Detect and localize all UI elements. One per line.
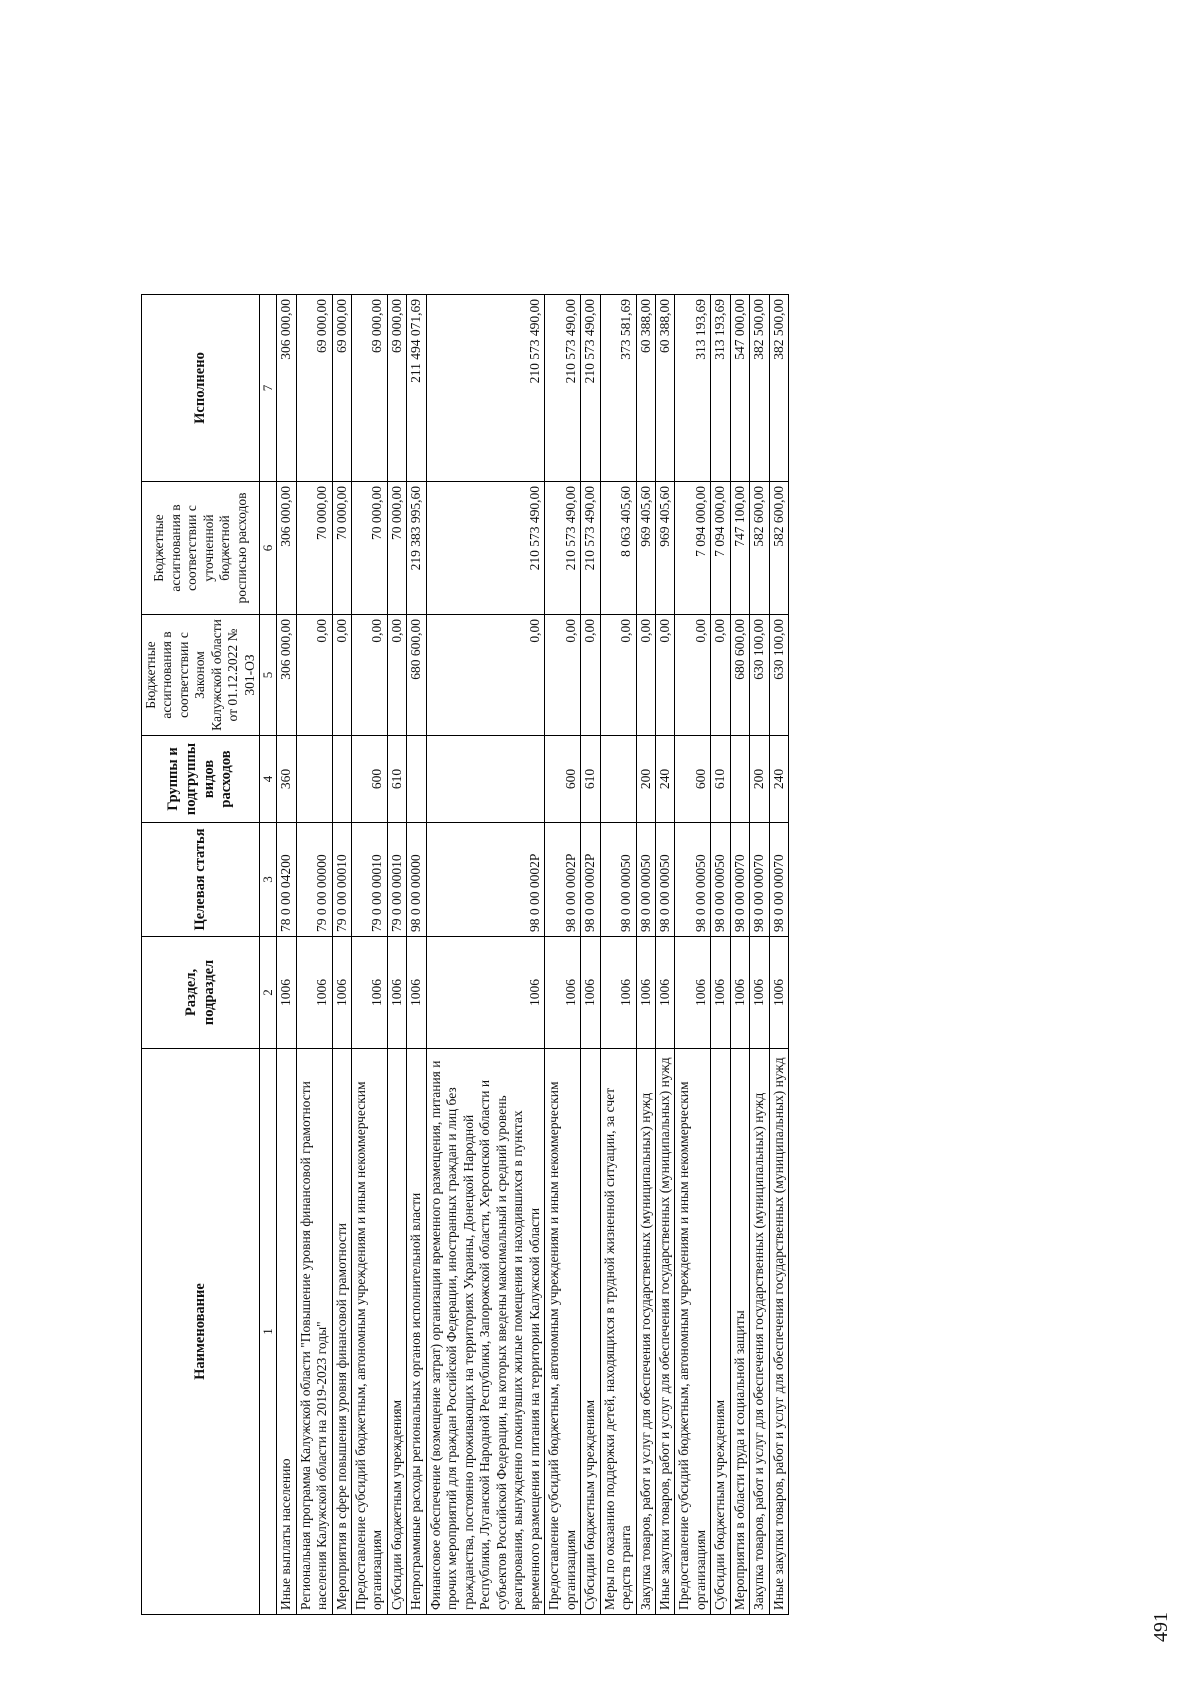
row-law-amount: 630 100,00 — [769, 615, 788, 736]
row-refined-amount: 969 405,60 — [655, 482, 674, 615]
row-group: 360 — [277, 736, 296, 823]
row-target: 79 0 00 00010 — [332, 823, 351, 937]
row-group — [332, 736, 351, 823]
row-name: Субсидии бюджетным учреждениям — [581, 1049, 600, 1615]
header-section: Раздел, подраздел — [142, 937, 260, 1049]
row-law-amount: 0,00 — [296, 615, 332, 736]
row-section: 1006 — [387, 937, 406, 1049]
table-row — [332, 295, 351, 1615]
row-group — [730, 736, 749, 823]
row-target: 98 0 00 00050 — [636, 823, 655, 937]
table-row — [426, 295, 544, 1615]
column-number: 5 — [260, 615, 277, 736]
row-target: 98 0 00 0002Р — [581, 823, 600, 937]
row-law-amount: 680 600,00 — [730, 615, 749, 736]
row-target: 98 0 00 00050 — [655, 823, 674, 937]
row-target: 98 0 00 00070 — [769, 823, 788, 937]
row-executed-amount: 373 581,69 — [600, 295, 636, 482]
table-row — [636, 295, 655, 1615]
row-section: 1006 — [581, 937, 600, 1049]
row-section: 1006 — [407, 937, 426, 1049]
table-row — [655, 295, 674, 1615]
row-executed-amount: 547 000,00 — [730, 295, 749, 482]
header-refined: Бюджетные ассигнования в соответствии с уточненной бюджетной росписью расходов — [142, 482, 260, 615]
table-row — [581, 295, 600, 1615]
table-row — [277, 295, 296, 1615]
row-group — [426, 736, 544, 823]
column-number-row — [260, 295, 277, 1615]
row-executed-amount: 382 500,00 — [750, 295, 769, 482]
row-target: 98 0 00 00070 — [750, 823, 769, 937]
header-target: Целевая статья — [142, 823, 260, 937]
row-law-amount: 0,00 — [581, 615, 600, 736]
table-row — [352, 295, 388, 1615]
row-executed-amount: 211 494 071,69 — [407, 295, 426, 482]
row-section: 1006 — [277, 937, 296, 1049]
row-executed-amount: 313 193,69 — [675, 295, 711, 482]
header-row — [142, 295, 260, 1615]
row-law-amount: 680 600,00 — [407, 615, 426, 736]
row-law-amount: 0,00 — [545, 615, 581, 736]
row-name: Иные закупки товаров, работ и услуг для обеспечения государственных (муниципальных) нужд — [769, 1049, 788, 1615]
row-group: 200 — [750, 736, 769, 823]
row-name: Предоставление субсидий бюджетным, автономным учреждениям и иным некоммерческим организациям — [675, 1049, 711, 1615]
table-row — [600, 295, 636, 1615]
row-law-amount: 306 000,00 — [277, 615, 296, 736]
table-row — [545, 295, 581, 1615]
row-law-amount: 0,00 — [600, 615, 636, 736]
row-refined-amount: 747 100,00 — [730, 482, 749, 615]
row-target: 79 0 00 00010 — [352, 823, 388, 937]
column-number: 6 — [260, 482, 277, 615]
row-name: Непрограммные расходы региональных органов исполнительной власти — [407, 1049, 426, 1615]
table-row — [407, 295, 426, 1615]
row-refined-amount: 7 094 000,00 — [711, 482, 730, 615]
row-group: 600 — [545, 736, 581, 823]
row-refined-amount: 70 000,00 — [352, 482, 388, 615]
row-executed-amount: 210 573 490,00 — [581, 295, 600, 482]
row-executed-amount: 382 500,00 — [769, 295, 788, 482]
header-law: Бюджетные ассигнования в соответствии с Законом Калужской области от 01.12.2022 № 301-ОЗ — [142, 615, 260, 736]
row-refined-amount: 969 405,60 — [636, 482, 655, 615]
row-refined-amount: 210 573 490,00 — [545, 482, 581, 615]
row-group: 600 — [675, 736, 711, 823]
row-law-amount: 0,00 — [352, 615, 388, 736]
row-executed-amount: 210 573 490,00 — [426, 295, 544, 482]
row-name: Иные закупки товаров, работ и услуг для обеспечения государственных (муниципальных) нужд — [655, 1049, 674, 1615]
table-row — [711, 295, 730, 1615]
row-executed-amount: 60 388,00 — [655, 295, 674, 482]
row-law-amount: 0,00 — [332, 615, 351, 736]
row-target: 98 0 00 00000 — [407, 823, 426, 937]
header-executed: Исполнено — [142, 295, 260, 482]
budget-table — [141, 294, 789, 1615]
row-section: 1006 — [655, 937, 674, 1049]
column-number: 7 — [260, 295, 277, 482]
row-executed-amount: 210 573 490,00 — [545, 295, 581, 482]
row-section: 1006 — [600, 937, 636, 1049]
table-row — [750, 295, 769, 1615]
row-group: 610 — [711, 736, 730, 823]
row-name: Иные выплаты населению — [277, 1049, 296, 1615]
row-group: 200 — [636, 736, 655, 823]
row-group: 240 — [769, 736, 788, 823]
row-section: 1006 — [730, 937, 749, 1049]
row-name: Региональная программа Калужской области "Повышение уровня финансовой грамотности населения Калужской области на 2019-2023 годы" — [296, 1049, 332, 1615]
row-group: 600 — [352, 736, 388, 823]
row-refined-amount: 219 383 995,60 — [407, 482, 426, 615]
row-refined-amount: 70 000,00 — [332, 482, 351, 615]
row-section: 1006 — [711, 937, 730, 1049]
row-group — [296, 736, 332, 823]
table-row — [675, 295, 711, 1615]
table-row — [296, 295, 332, 1615]
row-name: Закупка товаров, работ и услуг для обеспечения государственных (муниципальных) нужд — [636, 1049, 655, 1615]
header-name: Наименование — [142, 1049, 260, 1615]
table-row — [769, 295, 788, 1615]
row-section: 1006 — [296, 937, 332, 1049]
row-section: 1006 — [545, 937, 581, 1049]
row-name: Мероприятия в сфере повышения уровня финансовой грамотности — [332, 1049, 351, 1615]
row-name: Мероприятия в области труда и социальной защиты — [730, 1049, 749, 1615]
row-target: 78 0 00 04200 — [277, 823, 296, 937]
row-name: Предоставление субсидий бюджетным, автономным учреждениям и иным некоммерческим организациям — [545, 1049, 581, 1615]
row-name: Закупка товаров, работ и услуг для обеспечения государственных (муниципальных) нужд — [750, 1049, 769, 1615]
row-group — [407, 736, 426, 823]
row-refined-amount: 8 063 405,60 — [600, 482, 636, 615]
row-section: 1006 — [769, 937, 788, 1049]
row-name: Меры по оказанию поддержки детей, находящихся в трудной жизненной ситуации, за счет средств гранта — [600, 1049, 636, 1615]
row-target: 98 0 00 0002Р — [545, 823, 581, 937]
row-target: 98 0 00 00070 — [730, 823, 749, 937]
row-executed-amount: 69 000,00 — [387, 295, 406, 482]
row-group: 240 — [655, 736, 674, 823]
row-refined-amount: 582 600,00 — [750, 482, 769, 615]
table-row — [730, 295, 749, 1615]
row-law-amount: 0,00 — [636, 615, 655, 736]
row-section: 1006 — [675, 937, 711, 1049]
row-refined-amount: 70 000,00 — [387, 482, 406, 615]
row-target: 98 0 00 0002Р — [426, 823, 544, 937]
column-number: 4 — [260, 736, 277, 823]
row-section: 1006 — [750, 937, 769, 1049]
row-section: 1006 — [426, 937, 544, 1049]
row-executed-amount: 69 000,00 — [332, 295, 351, 482]
row-refined-amount: 210 573 490,00 — [426, 482, 544, 615]
row-section: 1006 — [636, 937, 655, 1049]
table-row — [387, 295, 406, 1615]
page-number: 491 — [1150, 1612, 1172, 1642]
row-law-amount: 630 100,00 — [750, 615, 769, 736]
column-number: 3 — [260, 823, 277, 937]
row-refined-amount: 306 000,00 — [277, 482, 296, 615]
row-executed-amount: 313 193,69 — [711, 295, 730, 482]
row-target: 98 0 00 00050 — [711, 823, 730, 937]
row-refined-amount: 7 094 000,00 — [675, 482, 711, 615]
row-name: Субсидии бюджетным учреждениям — [711, 1049, 730, 1615]
row-target: 79 0 00 00010 — [387, 823, 406, 937]
row-target: 79 0 00 00000 — [296, 823, 332, 937]
row-law-amount: 0,00 — [387, 615, 406, 736]
column-number: 2 — [260, 937, 277, 1049]
row-law-amount: 0,00 — [675, 615, 711, 736]
row-name: Финансовое обеспечение (возмещение затрат) организации временного размещения, питания и прочих мероприятий для граждан Российской Федерации, иностранных граждан и лиц без гражданства, постоянно проживающих на территориях Украины, Донецкой Народной Республики, Луганской Народной Республики, Запорожской области, Херсонской области и субъектов Российской Федерации, на которых введены максимальный и средний уровень реагирования, вынужденно покинувших жилые помещения и находившихся в пунктах временного размещения и питания на территории Калужской области — [426, 1049, 544, 1615]
row-law-amount: 0,00 — [711, 615, 730, 736]
row-name: Предоставление субсидий бюджетным, автономным учреждениям и иным некоммерческим организациям — [352, 1049, 388, 1615]
row-name: Субсидии бюджетным учреждениям — [387, 1049, 406, 1615]
row-executed-amount: 60 388,00 — [636, 295, 655, 482]
header-group: Группы и подгруппы видов расходов — [142, 736, 260, 823]
row-executed-amount: 306 000,00 — [277, 295, 296, 482]
row-group — [600, 736, 636, 823]
row-section: 1006 — [332, 937, 351, 1049]
column-number: 1 — [260, 1049, 277, 1615]
row-target: 98 0 00 00050 — [675, 823, 711, 937]
row-refined-amount: 70 000,00 — [296, 482, 332, 615]
row-refined-amount: 210 573 490,00 — [581, 482, 600, 615]
row-section: 1006 — [352, 937, 388, 1049]
row-law-amount: 0,00 — [426, 615, 544, 736]
row-group: 610 — [581, 736, 600, 823]
row-executed-amount: 69 000,00 — [352, 295, 388, 482]
row-target: 98 0 00 00050 — [600, 823, 636, 937]
row-group: 610 — [387, 736, 406, 823]
row-refined-amount: 582 600,00 — [769, 482, 788, 615]
row-executed-amount: 69 000,00 — [296, 295, 332, 482]
row-law-amount: 0,00 — [655, 615, 674, 736]
